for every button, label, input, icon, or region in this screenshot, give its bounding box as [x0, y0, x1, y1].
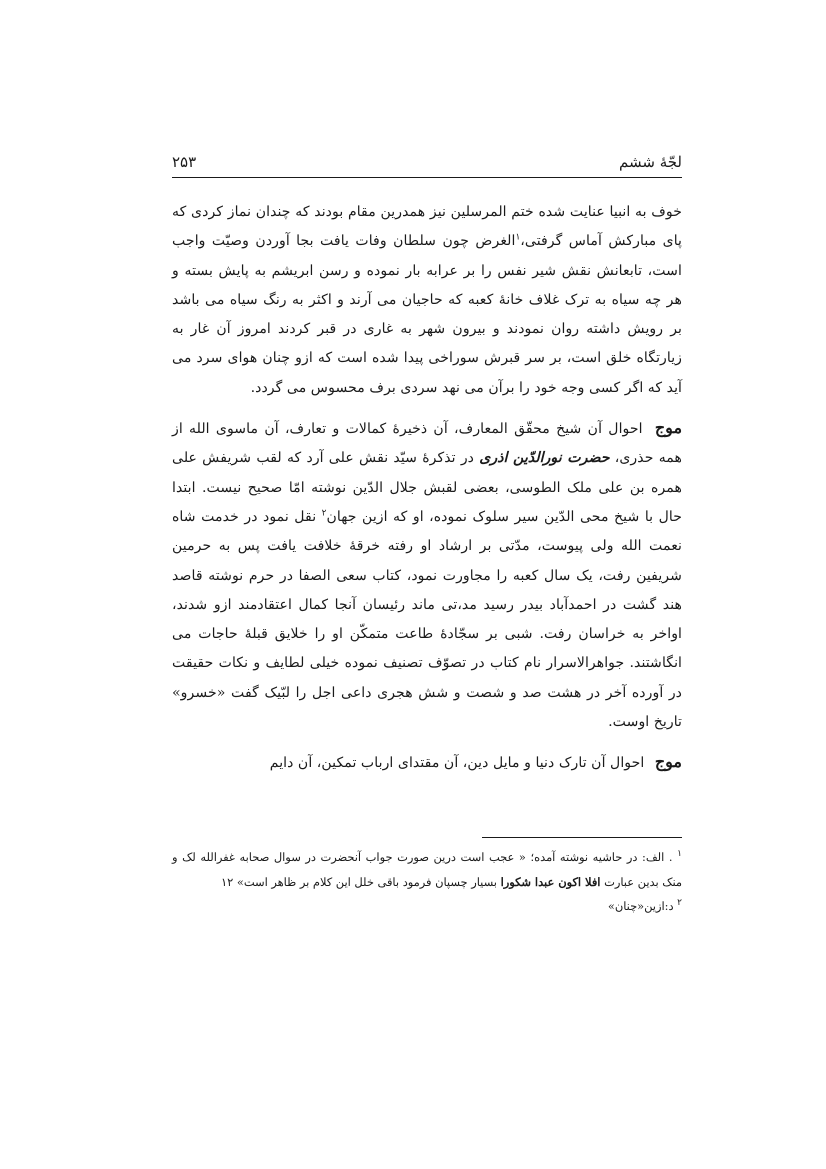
- paragraph-3: [172, 747, 682, 778]
- footnotes: [172, 845, 682, 919]
- footnote-ref-1[interactable]: ۱: [515, 232, 521, 243]
- main-text: [172, 198, 682, 779]
- footnote-1-text-a: . الف: در حاشیه نوشته آمده؛ « عجب است درین صورت جواب آنحضرت در سوال صحابه غفرالله لک و منک بدین عبارت: [172, 850, 682, 889]
- paragraph-1-text: خوف به انبیا عنایت شده ختم المرسلین نیز همدرین مقام بودند که چندان نماز کردی که پای مبارکش آماس گرفتی،: [172, 204, 682, 250]
- footnote-2-mark: ۲: [677, 898, 682, 909]
- paragraph-1-rest: الغرض چون سلطان وفات یافت بجا آوردن وصیّت واجب است، تابعانش نقش شیر نفس را بر عرابه بار نموده و رسن ابریشم به پایش بسته و هر چه سیاه به ترک غلاف خانهٔ کعبه که حاجیان می آرند و اکثر به رنگ سیاه می باشد بر رویش داشته روان نمودند و بیرون شهر به غاری در قبر کردند امروز آن غار به زیارتگاه خلق است، بر سر قبرش سوراخی پیدا شده است که ازو چنان هوای سرد می آید که اگر کسی وجه خود را برآن می نهد سردی برف محسوس می گردد.: [172, 233, 682, 396]
- paragraph-2-name: حضرت نورالدّین اذری: [479, 450, 610, 467]
- paragraph-2-text-c: نقل نمود در خدمت شاه نعمت الله ولی پیوست، مدّتی بر ارشاد او رفته خرقهٔ خلافت یافت پس به حرمین شریفین رفت، یک سال کعبه را مجاورت نمود، کتاب سعی الصفا در حرم نوشته قاصد هند گشت در احمدآباد بیدر رسید مد،تی ماند رئیسان آنجا کمال اعتقادمند ازو شدند، اواخر به خراسان رفت. شبی بر سجّادهٔ طاعت متمکّن او را خلایق قبلهٔ حاجات می انگاشتند. جواهرالاسرار نام کتاب در تصوّف تصنیف نموده خیلی لطایف و نکات حقیقت در آورده آخر در هشت صد و شصت و شش هجری داعی اجل را لبّیک گفت «خسرو» تاریخ اوست.: [172, 508, 682, 731]
- paragraph-3-text: احوال آن تارک دنیا و مایل دین، آن مقتدای ارباب تمکین، آن دایم: [269, 755, 645, 772]
- footnote-rule: [482, 837, 682, 838]
- footnote-ref-2[interactable]: ۲: [321, 508, 327, 519]
- footnote-1-text-b: بسیار چسپان فرمود باقی خلل این کلام بر ظاهر است» ۱۲: [221, 874, 497, 889]
- paragraph-2: [172, 413, 682, 737]
- paragraph-2-lead: موج: [654, 418, 683, 438]
- footnote-2-text: د:ازین«چنان»: [607, 899, 674, 913]
- header-rule: [172, 177, 682, 178]
- paragraph-2-text-b: در تذکرهٔ سیّد نقش علی آرد که لقب شریفش علی همره بن علی ملک الطوسی، بعضی لقبش جلال الدّین نوشته امّا صحیح نیست. ابتدا حال با شیخ محی الدّین سیر سلوک نموده، او که ازین جهان: [172, 450, 682, 525]
- running-header: [172, 150, 682, 174]
- page-number: ۲۵۳: [172, 153, 197, 171]
- footnote-1-bold: افلا اکون عبدا شکورا: [500, 874, 601, 889]
- footnote-1-mark: ۱: [677, 849, 682, 860]
- paragraph-1: [172, 198, 682, 403]
- footnote-2: [172, 894, 682, 919]
- paragraph-3-lead: موج: [654, 752, 682, 772]
- section-title: لجّهٔ ششم: [619, 153, 682, 171]
- paragraph-2-text-a: احوال آن شیخ محقّق المعارف، آن ذخیرهٔ کمالات و تعارف، آن ماسوی الله از همه حذری،: [172, 421, 682, 467]
- footnote-1: [172, 845, 682, 894]
